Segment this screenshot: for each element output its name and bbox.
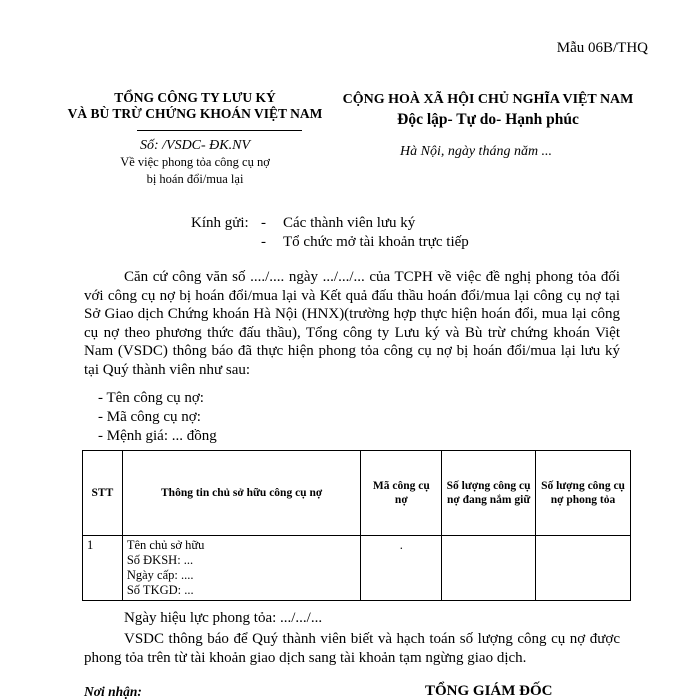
issuer-divider [137,130,302,131]
closing-paragraph [84,630,620,668]
recipients-footer-label: Nơi nhận: [84,684,142,699]
header-stt: STT [83,451,123,536]
national-motto: Độc lập- Tự do- Hạnh phúc [397,111,579,128]
recipient-item: Tổ chức mở tài khoản trực tiếp [283,234,469,250]
instrument-details [98,389,217,446]
recipients-label: Kính gửi: [191,215,249,231]
owner-name-line: Tên chủ sở hữu [126,538,205,552]
effective-date: Ngày hiệu lực phong tỏa: .../.../... [124,610,323,626]
recipient-item: Các thành viên lưu ký [283,215,416,231]
national-header [328,90,648,130]
recipients-block: Kính gửi: - Các thành viên lưu ký - Tổ chức mở tài khoản trực tiếp [191,215,469,250]
table-row [83,536,631,601]
owner-account-line: Số TKGD: ... [126,583,194,597]
document-number: Số: /VSDC- ĐK.NV [139,138,251,153]
cell-stt: 1 [83,536,123,601]
bullet-par-value: - Mệnh giá: ... đồng [98,428,217,444]
body-text: Căn cứ công văn số ..../.... ngày .../.../... của TCPH về việc đề nghị phong tỏa đối với công cụ nợ bị hoán đổi/mua lại và Kết quả đấu thầu hoán đổi/mua lại công cụ nợ tại Sở Giao dịch Chứng khoán Hà Nội (HNX)(trường hợp thực hiện hoán đổi, mua lại công cụ nợ theo phương thức đấu thầu), Tổng công ty Lưu ký và Bù trừ chứng khoán Việt Nam (VSDC) thông báo đã thực hiện phong tỏa công cụ nợ bị hoán đổi/mua lại lưu ký tại Quý thành viên như sau: [84,269,620,378]
cell-owner-info [122,536,361,601]
place-date: Hà Nội, ngày tháng năm ... [400,144,553,159]
subject-line1: Về việc phong tỏa công cụ nợ [120,155,270,169]
form-code: Mẫu 06B/THQ [556,40,648,56]
cell-holding [442,536,536,601]
issuer-line1: TỔNG CÔNG TY LƯU KÝ [114,90,276,105]
owner-date-line: Ngày cấp: .... [126,568,194,582]
header-code: Mã công cụ nợ [361,451,442,536]
issuer-header [60,90,330,122]
header-owner-info: Thông tin chủ sở hữu công cụ nợ [122,451,361,536]
owner-reg-line: Số ĐKSH: ... [126,553,194,567]
bullet-instrument-code: - Mã công cụ nợ: [98,409,201,425]
header-blocked: Số lượng công cụ nợ phong tỏa [536,451,631,536]
closing-text: VSDC thông báo để Quý thành viên biết và hạch toán số lượng công cụ nợ được phong tỏa trên từ tài khoản giao dịch sang tài khoản tạm ngừng giao dịch. [84,631,620,666]
cell-code: . [361,536,442,601]
blocking-table [82,450,631,601]
issuer-line2: VÀ BÙ TRỪ CHỨNG KHOÁN VIỆT NAM [67,106,323,121]
document-reference [80,137,310,188]
bullet-instrument-name: - Tên công cụ nợ: [98,390,204,406]
body-paragraph [84,268,620,379]
header-holding: Số lượng công cụ nợ đang nắm giữ [442,451,536,536]
national-line1: CỘNG HOÀ XÃ HỘI CHỦ NGHĨA VIỆT NAM [342,92,634,107]
table-header-row [83,451,631,536]
signer-title: TỔNG GIÁM ĐỐC [425,683,553,699]
cell-blocked [536,536,631,601]
subject-line2: bị hoán đổi/mua lại [146,172,244,186]
